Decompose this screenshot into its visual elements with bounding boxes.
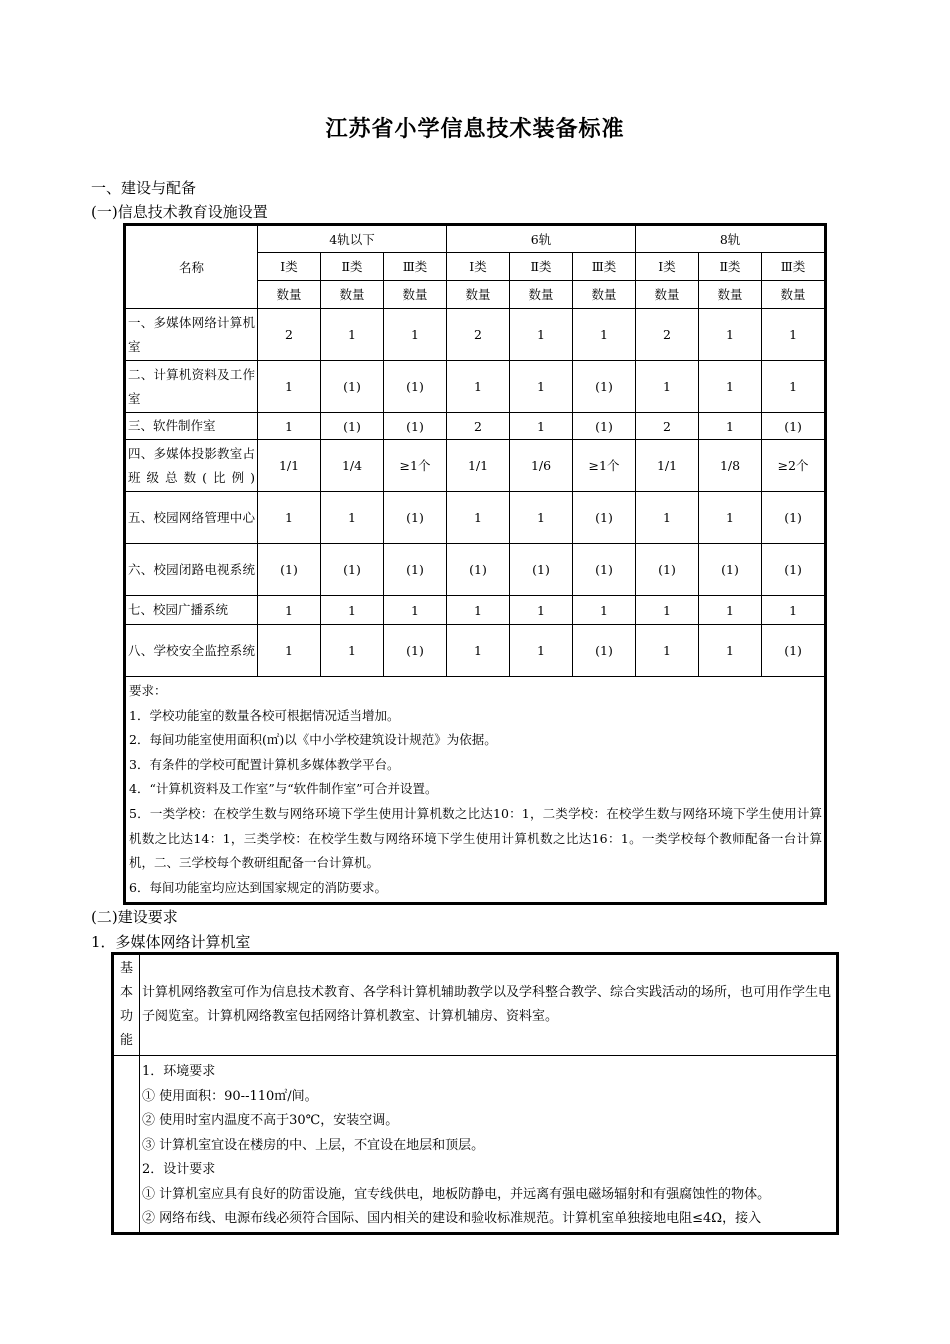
quantity-cell: ≥1个 (573, 440, 636, 492)
facility-name: 一、多媒体网络计算机室 (126, 309, 258, 361)
quantity-cell: (1) (510, 544, 573, 596)
quantity-cell: 1 (258, 596, 321, 625)
quantity-cell: 1 (510, 625, 573, 677)
multimedia-lab-table (113, 954, 837, 1233)
quantity-cell: 2 (447, 309, 510, 361)
quantity-header: 数量 (510, 281, 573, 309)
class-header: Ⅰ类 (447, 253, 510, 281)
facility-name: 三、软件制作室 (126, 413, 258, 440)
quantity-cell: 1 (258, 361, 321, 413)
quantity-header: 数量 (447, 281, 510, 309)
quantity-cell: 1 (699, 596, 762, 625)
quantity-cell: 1 (321, 625, 384, 677)
quantity-cell: 1 (573, 309, 636, 361)
quantity-cell: 1 (699, 309, 762, 361)
basic-function-label-text: 基本功能 (119, 961, 133, 1048)
quantity-cell: (1) (573, 492, 636, 544)
quantity-cell: 1 (447, 596, 510, 625)
requirement-item: 5．一类学校：在校学生数与网络环境下学生使用计算机数之比达10：1，二类学校：在校学生数与网络环境下学生使用计算机数之比达14：1，三类学校：在校学生数与网络环境下学生使用计算机数之比达16：1。一类学校每个教师配备一台计算机，二、三学校每个教研组配备一台计算机。 (129, 805, 823, 871)
quantity-cell: (1) (762, 492, 825, 544)
quantity-cell: 1 (321, 596, 384, 625)
quantity-cell: (1) (321, 544, 384, 596)
quantity-cell: (1) (384, 492, 447, 544)
requirement-line: 2．设计要求 (142, 1162, 216, 1177)
quantity-cell: 1 (510, 596, 573, 625)
quantity-cell: (1) (321, 361, 384, 413)
quantity-cell: 1 (384, 309, 447, 361)
class-header: Ⅲ类 (384, 253, 447, 281)
table-row (126, 309, 825, 361)
quantity-cell: 1 (321, 492, 384, 544)
requirement-item: 6．每间功能室均应达到国家规定的消防要求。 (129, 879, 387, 895)
requirements-title: 要求： (129, 683, 167, 698)
class-header: Ⅲ类 (573, 253, 636, 281)
section-heading: 一、建设与配备 (91, 179, 197, 197)
table-row (126, 413, 825, 440)
quantity-cell: ≥1个 (384, 440, 447, 492)
quantity-cell: 1 (258, 413, 321, 440)
facility-name: 八、学校安全监控系统 (126, 625, 258, 677)
basic-function-text: 计算机网络教室可作为信息技术教育、各学科计算机辅助教学以及学科整合教学、综合实践活动的场所，也可用作学生电子阅览室。计算机网络教室包括网络计算机教室、计算机辅房、资料室。 (140, 955, 837, 1056)
quantity-cell: 1/1 (258, 440, 321, 492)
requirement-item: 3．有条件的学校可配置计算机多媒体教学平台。 (129, 756, 400, 772)
table-row (126, 625, 825, 677)
quantity-header: 数量 (699, 281, 762, 309)
requirement-line: ② 使用时室内温度不高于30℃，安装空调。 (142, 1113, 399, 1128)
quantity-cell: 2 (636, 413, 699, 440)
quantity-cell: 1 (636, 361, 699, 413)
facility-name: 七、校园广播系统 (126, 596, 258, 625)
quantity-cell: (1) (573, 625, 636, 677)
quantity-cell: 1/1 (636, 440, 699, 492)
quantity-cell: 1/6 (510, 440, 573, 492)
basic-function-label (114, 955, 140, 1056)
requirement-item: 4．“计算机资料及工作室”与“软件制作室”可合并设置。 (129, 781, 438, 797)
group-header: 4轨以下 (258, 226, 447, 253)
quantity-header: 数量 (384, 281, 447, 309)
quantity-cell: 1 (636, 596, 699, 625)
quantity-cell: (1) (762, 544, 825, 596)
requirement-line: ③ 计算机室宜设在楼房的中、上层，不宜设在地层和顶层。 (142, 1137, 485, 1153)
quantity-cell: 1 (321, 309, 384, 361)
requirement-line: 1．环境要求 (142, 1064, 216, 1079)
quantity-cell: (1) (699, 544, 762, 596)
quantity-cell: 2 (447, 413, 510, 440)
quantity-cell: (1) (384, 625, 447, 677)
table-row (126, 492, 825, 544)
quantity-cell: 1 (510, 492, 573, 544)
empty-label-cell (114, 1056, 140, 1233)
group-header: 6轨 (447, 226, 636, 253)
quantity-header: 数量 (321, 281, 384, 309)
requirement-item: 1．学校功能室的数量各校可根据情况适当增加。 (129, 707, 400, 723)
subsection-heading: (一)信息技术教育设施设置 (91, 203, 268, 221)
quantity-cell: 1 (258, 625, 321, 677)
quantity-cell: 1 (447, 361, 510, 413)
quantity-cell: 1 (699, 413, 762, 440)
table-row (126, 440, 825, 492)
requirements-body (140, 1056, 837, 1233)
quantity-cell: 1 (447, 492, 510, 544)
quantity-cell: 1/1 (447, 440, 510, 492)
quantity-cell: (1) (573, 413, 636, 440)
quantity-cell: 1 (636, 625, 699, 677)
page-title: 江苏省小学信息技术装备标准 (325, 117, 625, 142)
quantity-header: 数量 (762, 281, 825, 309)
requirement-line: ① 使用面积：90--110㎡/间。 (142, 1088, 318, 1104)
quantity-cell: 1 (699, 625, 762, 677)
group-header: 8轨 (636, 226, 825, 253)
quantity-cell: 1 (762, 361, 825, 413)
quantity-cell: ≥2个 (762, 440, 825, 492)
class-header: Ⅰ类 (636, 253, 699, 281)
class-header: Ⅲ类 (762, 253, 825, 281)
facilities-table (125, 225, 825, 903)
item-heading: 1．多媒体网络计算机室 (91, 933, 251, 951)
quantity-cell: 1 (699, 492, 762, 544)
quantity-cell: 1 (762, 309, 825, 361)
quantity-cell: 1 (510, 413, 573, 440)
quantity-cell: 1 (510, 361, 573, 413)
quantity-cell: (1) (321, 413, 384, 440)
quantity-cell: 1 (636, 492, 699, 544)
quantity-cell: 1 (510, 309, 573, 361)
quantity-cell: 2 (258, 309, 321, 361)
facility-name: 六、校园闭路电视系统 (126, 544, 258, 596)
quantity-cell: 1 (258, 492, 321, 544)
quantity-header: 数量 (636, 281, 699, 309)
quantity-cell: 1 (573, 596, 636, 625)
name-header: 名称 (126, 226, 258, 309)
quantity-header: 数量 (258, 281, 321, 309)
subsection-heading: (二)建设要求 (91, 908, 178, 926)
class-header: Ⅱ类 (699, 253, 762, 281)
quantity-cell: (1) (384, 544, 447, 596)
quantity-cell: (1) (762, 625, 825, 677)
facility-name: 二、计算机资料及工作室 (126, 361, 258, 413)
quantity-cell: 2 (636, 309, 699, 361)
facility-name: 四、多媒体投影教室占班级总数(比例) (126, 440, 258, 492)
quantity-cell: 1 (762, 596, 825, 625)
quantity-cell: (1) (384, 361, 447, 413)
table-row (126, 596, 825, 625)
quantity-cell: 1/4 (321, 440, 384, 492)
quantity-cell: (1) (573, 544, 636, 596)
quantity-cell: 1 (699, 361, 762, 413)
quantity-header: 数量 (573, 281, 636, 309)
quantity-cell: (1) (636, 544, 699, 596)
class-header: Ⅰ类 (258, 253, 321, 281)
table-row (126, 361, 825, 413)
requirements-cell (126, 677, 825, 903)
facility-name: 五、校园网络管理中心 (126, 492, 258, 544)
requirement-line: ① 计算机室应具有良好的防雷设施，宜专线供电，地板防静电，并远离有强电磁场辐射和有强腐蚀性的物体。 (142, 1186, 771, 1202)
quantity-cell: (1) (258, 544, 321, 596)
quantity-cell: (1) (573, 361, 636, 413)
requirement-item: 2．每间功能室使用面积(㎡)以《中小学校建筑设计规范》为依据。 (129, 732, 497, 748)
class-header: Ⅱ类 (510, 253, 573, 281)
requirement-line: ② 网络布线、电源布线必须符合国际、国内相关的建设和验收标准规范。计算机室单独接地电阻≤4Ω，接入 (142, 1211, 762, 1226)
quantity-cell: 1 (384, 596, 447, 625)
table-row (126, 544, 825, 596)
quantity-cell: (1) (447, 544, 510, 596)
quantity-cell: (1) (384, 413, 447, 440)
quantity-cell: (1) (762, 413, 825, 440)
quantity-cell: 1/8 (699, 440, 762, 492)
quantity-cell: 1 (447, 625, 510, 677)
class-header: Ⅱ类 (321, 253, 384, 281)
